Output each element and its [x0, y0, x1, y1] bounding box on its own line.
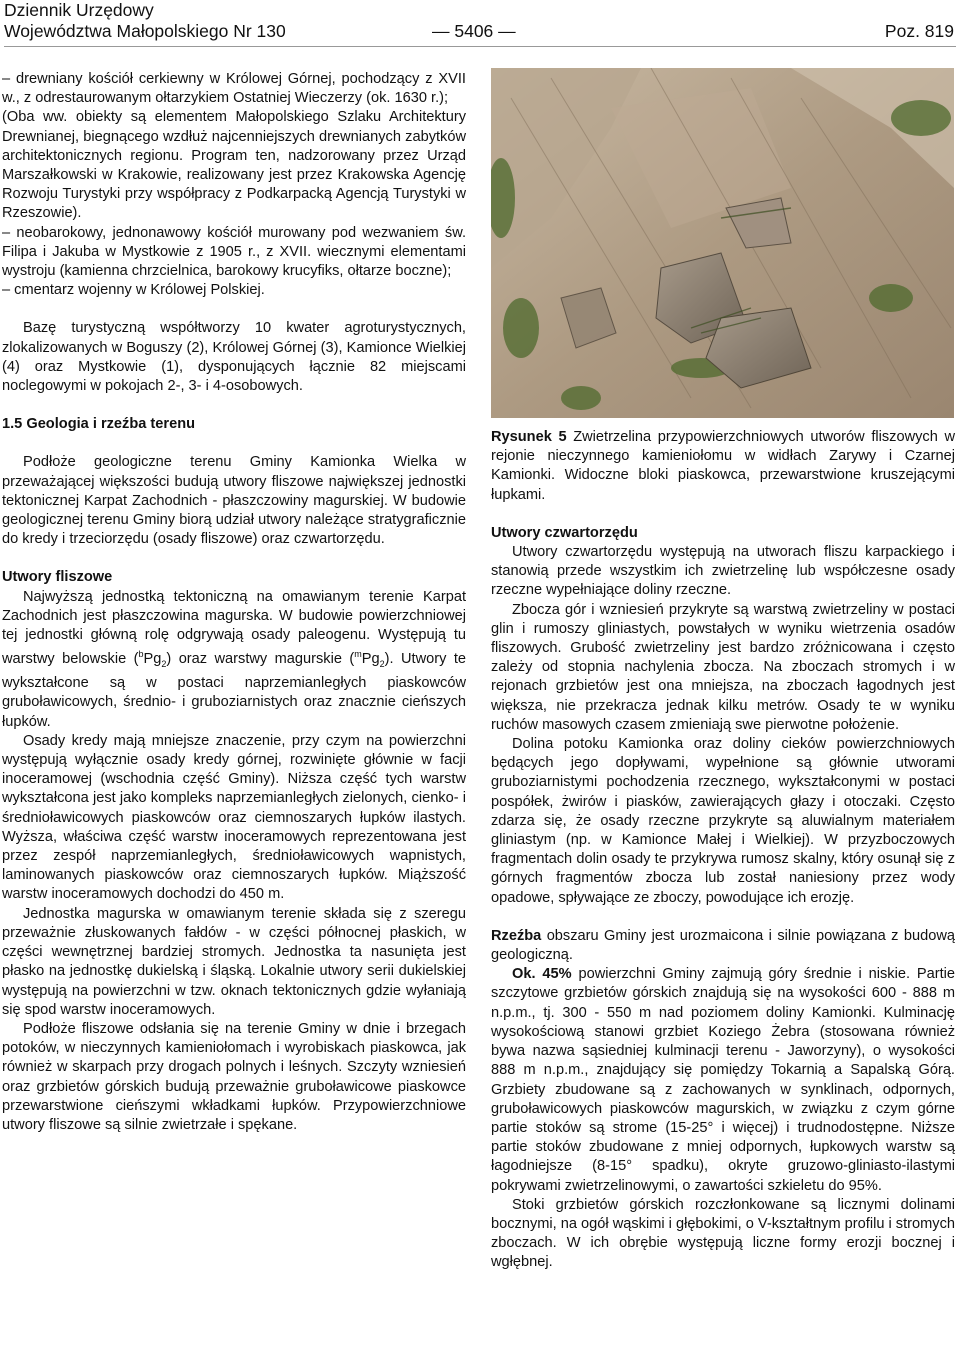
relief-label: Rzeźba: [491, 927, 542, 944]
journal-title-line2: Województwa Małopolskiego Nr 130: [4, 21, 286, 41]
list-item-war-cemetery: – cmentarz wojenny w Królowej Polskiej.: [2, 282, 265, 299]
journal-title-line1: Dziennik Urzędowy: [4, 0, 154, 20]
header-rule: [4, 46, 956, 47]
position-number: Poz. 819: [884, 21, 954, 41]
quarry-photo-image: [491, 68, 954, 418]
paragraph-relief-intro: Rzeźba obszaru Gminy jest urozmaicona i silnie powiązana z budową geologiczną.: [491, 927, 955, 964]
paragraph-flysch-exposure: Podłoże fliszowe odsłania się na terenie Gminy w dnie i brzegach potoków, w nieczynnych kamieniołomach i wyrobiskach piaskowca, jak również w skarpach przy drogach polnych i leśnych. Szczyty wzniesień oraz grzbietów górskich budują przeważnie gruboławicowe piaskowce przewarstwione cieńszymi wkładkami łupków. Przypowierzchniowe utwory fliszowe są silnie zwietrzałe i spękane.: [2, 1020, 466, 1133]
paragraph-quaternary-1: Utwory czwartorzędu występują na utworach fliszu karpackiego i stanowią przede wszystkim ich zwietrzelinę lub współczesne osady rzeczne wypełniające doliny rzeczne.: [491, 544, 955, 599]
paragraph-magura-folds: Jednostka magurska w omawianym terenie składa się z szeregu przeważnie złuskowanych fałdów - w części północnej płaskich, w części wewnętrznej bardziej stromych. Jednostka ta nasunięta jest płasko na jednostkę dukielską i śląską. Lokalnie utwory serii dukielskiej występują na powierzchni w tzw. oknach tektonicznych gdzie wyłaniają się spod warstw inoceramowych.: [2, 905, 466, 1018]
paragraph-quaternary-3: Dolina potoku Kamionka oraz doliny cieków powierzchniowych będących jego dopływami, wypełnione są głównie utworami gruboziarnistymi pochodzenia rzecznego, wykształconymi w postaci pospółek, żwirów i piasków, zawierających głazy i otoczaki. Często zdarza się, że osady rzeczne przykryte są aluwialnym materiałem gliniastym (np. w Kamionce Małej i Wielkiej). W przyzboczowych fragmentach dolin osady te przykrywa rumosz skalny, który osunął się z górnych fragmentów zbocza lub został naniesiony przez wody opadowe, spływające ze zboczy, powodujące ich erozję.: [491, 736, 955, 906]
subheading-flysch: Utwory fliszowe: [2, 569, 113, 586]
list-item-neobaroque-church: – neobarokowy, jednonawowy kościół murowany pod wezwaniem św. Filipa i Jakuba w Mystkowie z 1905 r., z XVII. wiecznymi elementami wystroju (kamienna chrzcielnica, barokowy krucyfiks, ołtarze boczne);: [2, 224, 466, 280]
list-item-wooden-church: – drewniany kościół cerkiewny w Królowej Górnej, pochodzący z XVII w., z odrestaurowanym ołtarzykiem Ostatniej Wieczerzy (ok. 1630 r.);: [2, 71, 466, 107]
subheading-quaternary: Utwory czwartorzędu: [491, 524, 638, 541]
page-number: — 5406 —: [432, 21, 516, 41]
paragraph-relief-valleys: Stoki grzbietów górskich rozczłonkowane są licznymi dolinami bocznymi, na ogół wąskimi i głębokimi, o V-kształtnym profilu i stromych zboczach. W ich obrębie występują liczne formy erozji bocznej i wgłębnej.: [491, 1196, 955, 1271]
right-column: [491, 428, 955, 1273]
figure-caption: Rysunek 5 Zwietrzelina przypowierzchniowych utworów fliszowych w rejonie nieczynnego kamieniołomu w widłach Zarywy i Czarnej Kamionki. Widoczne bloki piaskowca, przewarstwione kruszejącymi łupkami.: [491, 429, 955, 503]
figure-label: Rysunek 5: [491, 429, 567, 445]
paragraph-relief-mountains: Ok. 45% powierzchni Gminy zajmują góry średnie i niskie. Partie szczytowe grzbietów górskich znajdują się na wysokości 600 - 888 m n.p.m., tj. 300 - 550 m nad poziomem doliny Kamionki. Kulminację wysokościową stanowi grzbiet Koziego Żebra (stosowana również bywa nazwa sąsiedniej kulminacji terenu - Jaworzyny), o wysokości 888 m n.p.m., znajdujący się pomiędzy Tokarnią a Sapalską Górą. Grzbiety zbudowane są z zachowanych w synklinach, odpornych, gruboławicowych piaskowców magurskich, w związku z czym górne partie stoków są strome (15-25° i więcej) i trudnodostępne. Niższe partie stoków zbudowane z mniej odpornych, łupkowych warstw są łagodniejsze (8-15° spadku), okryte gruzowo-gliniasto-ilastymi pokrywami zwietrzelinowymi, o zawartości szkieletu do 95%.: [491, 966, 955, 1194]
relief-percent: Ok. 45%: [512, 966, 572, 983]
paragraph-agritourism: Bazę turystyczną współtworzy 10 kwater agroturystycznych, zlokalizowanych w Boguszy (2), Królowej Górnej (3), Kamionce Wielkiej (4) oraz Mystkowie (1), dysponujących łącznie 82 miejscami noclegowymi w pokojach 2-, 3- i 4-osobowych.: [2, 320, 466, 395]
paragraph-quaternary-2: Zbocza gór i wzniesień przykryte są warstwą zwietrzeliny w postaci glin i rumoszy gliniastych, powstałych w wyniku wietrzenia osadów fliszowych. Grubość zwietrzeliny jest bardzo zróżnicowana i często zależy od stopnia nachylenia zbocza. Na zboczach stromych i w rejonach grzbietów jest ona mniejsza, na zboczach łagodnych jest większa, nie przekracza jednak kilku metrów. Osady te w wyniku ruchów masowych czasem zmieniają swe pierwotne położenie.: [491, 601, 955, 733]
paragraph-geology-base: Podłoże geologiczne terenu Gminy Kamionka Wielka w przeważającej większości budują utwory fliszowe największej jednostki tektonicznej Karpat Zachodnich - płaszczowiny magurskiej. W budowie geologicznej terenu Gminy biorą udział utwory należące stratygraficznie do kredy i trzeciorzędu (osady fliszowe) oraz czwartorzędu.: [2, 454, 466, 548]
section-heading-geology: 1.5 Geologia i rzeźba terenu: [2, 416, 196, 433]
paragraph-cretaceous: Osady kredy mają mniejsze znaczenie, przy czym na powierzchni występują wyłącznie osady kredy górnej, rozwinięte głównie w facji inoceramowej (wschodnia część Gminy). Niższa część tych warstw wykształcona jest jako kompleks naprzemianległych zielonych, cienko- i średnioławicowych piaskowców oraz ciemnoszarych łupków ilastych. Wyższa, właściwa część warstw inoceramowych reprezentowana jest przez zespół naprzemianległych, średnioławicowych wapnistych, laminowanych piaskowców oraz ciemnoszarych łupków. Miąższość warstw inoceramowych dochodzi do 450 m.: [2, 732, 466, 903]
page-header: [4, 0, 956, 44]
quarry-photo: [491, 68, 954, 418]
paragraph-magura-unit: Najwyższą jednostką tektoniczną na omawianym terenie Karpat Zachodnich jest płaszczowina magurska. W budowie powierzchniowej tej jednostki główną rolę odgrywają osady paleogenu. Występują tu warstwy belowskie $(^bPg_2)$ oraz warstwy magurskie $(^mPg_2)$. Utwory te wykształcone są w postaci naprzemianległych piaskowców gruboławicowych, średnio- i gruboziarnistych oraz znacznie cieńszych łupków.: [2, 588, 466, 730]
paragraph-architecture-trail: (Oba ww. obiekty są elementem Małopolskiego Szlaku Architektury Drewnianej, biegnącego wzdłuż najcenniejszych drewnianych zabytków architektonicznych regionu. Program ten, nadzorowany przez Urząd Marszałkowski w Krakowie, realizowany jest przez Krakowska Agencję Rozwoju Turystyki przy współpracy z Podkarpacką Agencją Turystyki w Rzeszowie).: [2, 109, 466, 222]
left-column: [2, 70, 466, 1135]
journal-title: [4, 0, 286, 42]
